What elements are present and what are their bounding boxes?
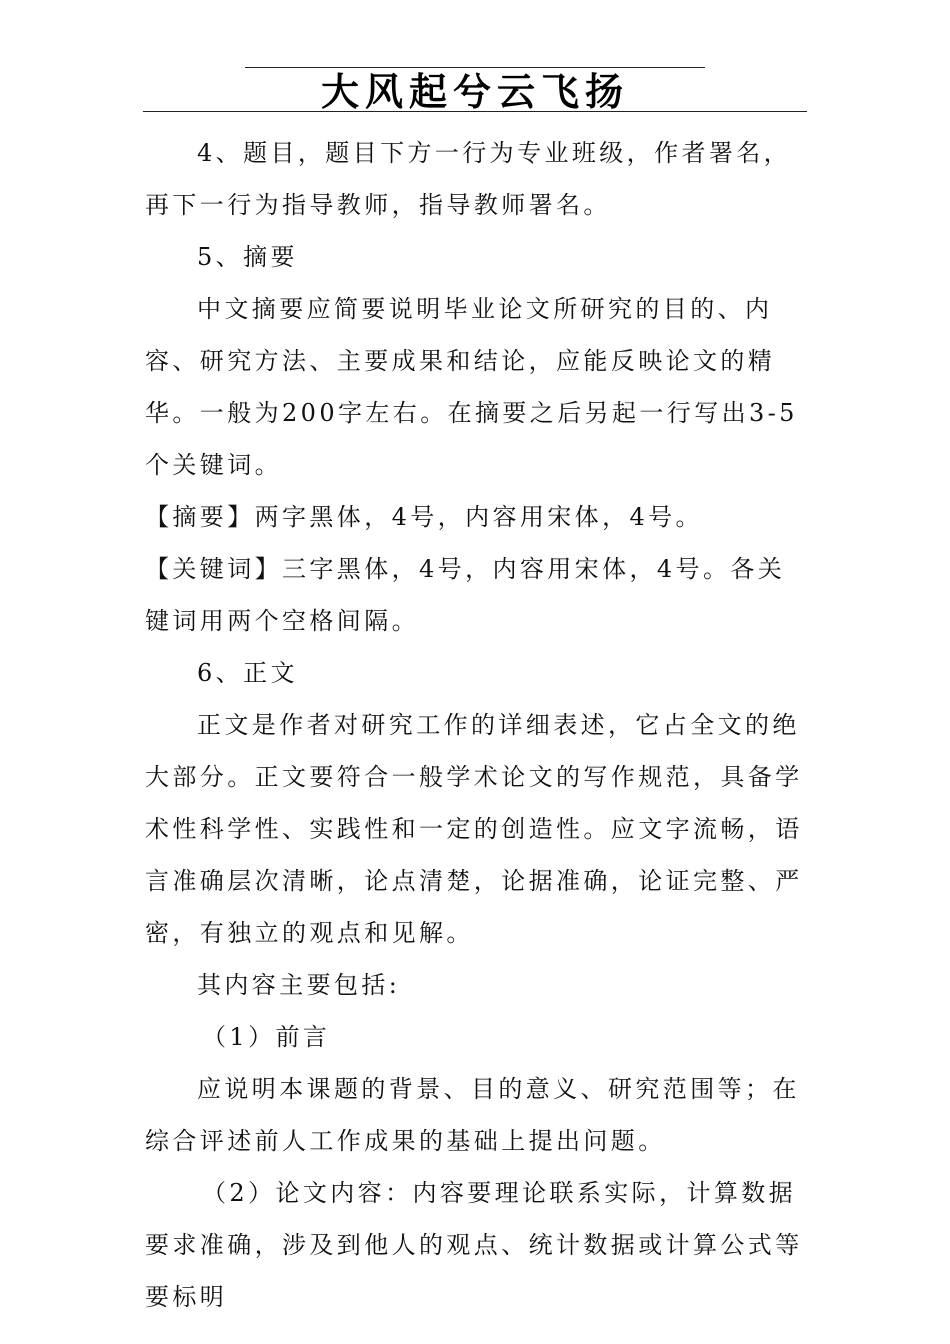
paragraph-contents-intro: 其内容主要包括: (197, 971, 401, 999)
header-rule-top (245, 67, 705, 68)
subheading-preface: （1）前言 (202, 1023, 331, 1051)
paragraph-abstract-description: 中文摘要应简要说明毕业论文所研究的目的、内容、研究方法、主要成果和结论，应能反映论文的精华。一般为200字左右。在摘要之后另起一行写出3-5个关键词。 (145, 295, 798, 479)
paragraph-thesis-content: （2）论文内容：内容要理论联系实际，计算数据要求准确，涉及到他人的观点、统计数据或计算公式等要标明 (145, 1179, 803, 1311)
paragraph-title-instructions: 4、题目，题目下方一行为专业班级，作者署名，再下一行为指导教师，指导教师署名。 (145, 139, 792, 219)
paragraph-abstract-format: 【摘要】两字黑体，4号，内容用宋体，4号。 (145, 503, 703, 531)
section-heading-main-text: 6、正文 (197, 659, 298, 687)
header-rule-bottom (143, 111, 807, 112)
paragraph-preface-description: 应说明本课题的背景、目的意义、研究范围等；在综合评述前人工作成果的基础上提出问题。 (145, 1075, 800, 1155)
paragraph-keywords-format: 【关键词】三字黑体，4号，内容用宋体，4号。各关键词用两个空格间隔。 (145, 555, 786, 635)
paragraph-main-text-description: 正文是作者对研究工作的详细表述，它占全文的绝大部分。正文要符合一般学术论文的写作规范，具备学术性科学性、实践性和一定的创造性。应文字流畅，语言准确层次清晰，论点清楚，论据准确，论证完整、严密，有独立的观点和见解。 (145, 711, 803, 947)
document-body (145, 127, 807, 1323)
page-header-title: 大风起兮云飞扬 (320, 69, 629, 114)
section-heading-abstract: 5、摘要 (197, 243, 298, 271)
